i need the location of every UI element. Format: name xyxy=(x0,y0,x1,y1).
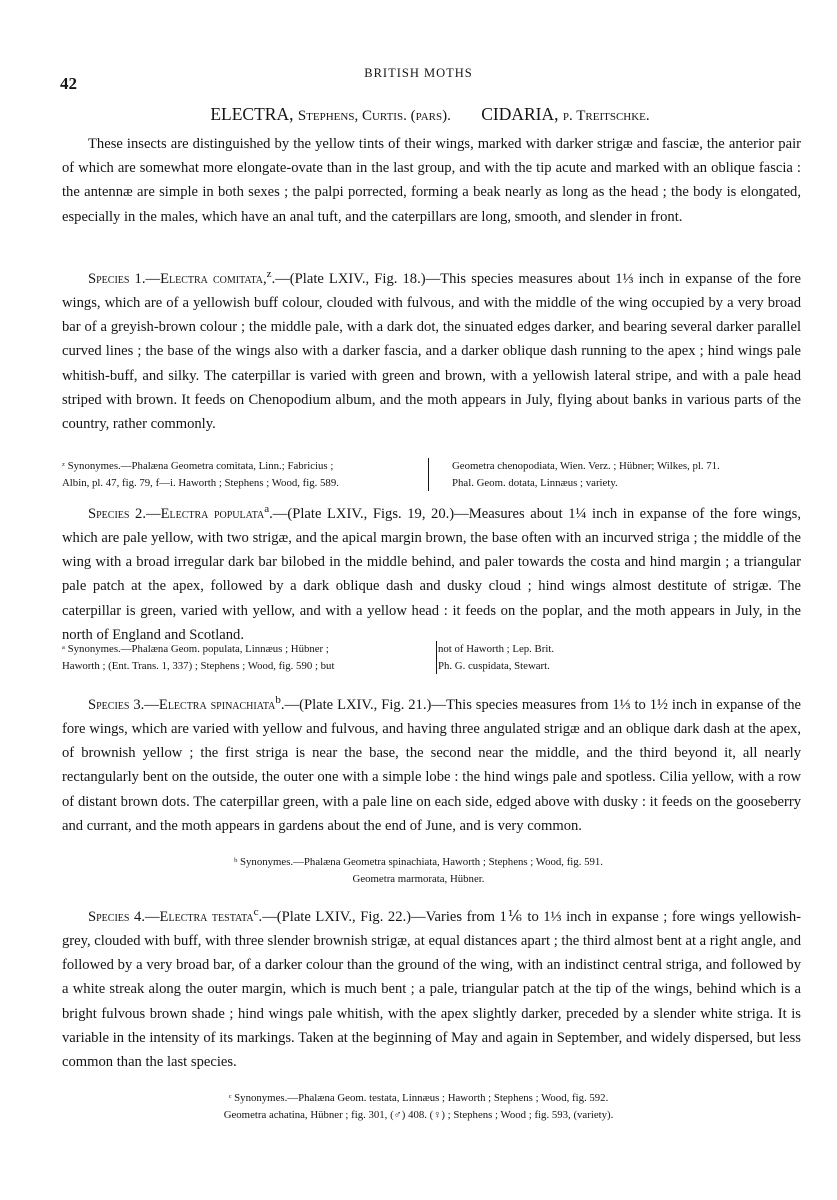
species-1-text: .—(Plate LXIV., Fig. 18.)—This species measures about 1⅓ inch in expanse of the fore wings, which are of a yellowish buff colour, clouded with fulvous, and with the middle of the wing occupied by a very broad bar of a greyish-brown colour ; the middle pale, with a dark dot, the sinuated edges darker, and bearing several darker parallel curved lines ; the base of the wings also with a darker fascia, and a darker oblique dash running to the apex ; hind wings pale whitish-buff, and silky. The caterpillar is varied with green and brown, with a yellowish lateral stripe, and with a pale head striped with brown. It feeds on Chenopodium album, and the moth appears in July, flying about banks in various parts of the country, rather commonly. xyxy=(62,270,801,433)
species-4-footnote xyxy=(0,1090,837,1124)
species-2-paragraph xyxy=(62,497,801,647)
species-3-paragraph xyxy=(62,688,801,838)
species-3-label: Species 3.—Electra spinachiata xyxy=(88,696,276,713)
genus-authorities: Stephens, Curtis. (pars). xyxy=(297,108,451,124)
footnote-line: Geometra achatina, Hübner ; fig. 301, (♂) 408. (♀) ; Stephens ; Wood ; fig. 593, (variety). xyxy=(223,1109,614,1121)
species-1-paragraph xyxy=(62,262,801,436)
species-1-footnote-left xyxy=(62,458,429,491)
footnote-line: Haworth ; (Ent. Trans. 1, 337) ; Stephens ; Wood, fig. 590 ; but xyxy=(62,659,335,672)
alt-genus-name: CIDARIA, xyxy=(481,104,559,124)
species-4-text: .—(Plate LXIV., Fig. 22.)—Varies from 1⅙ to 1⅓ inch in expanse ; fore wings yellowish-grey, clouded with buff, with three slender brownish strigæ, at equal distances apart ; the third almost bent at a right angle, and followed by a very broad bar, of a darker colour than the ground of the wing, with an indistinct central striga, and followed by a white streak along the outer margin, which is much bent ; a pale, triangular patch at the tip of the wings, behind which is a bright fulvous brown shade ; hind wings pale whitish, with the apex slightly darker, preceded by a slender white striga. It is variable in the intensity of its markings. Taken at the beginning of May and again in September, and widely dispersed, but less common than the last species. xyxy=(62,908,801,1071)
genus-heading xyxy=(60,104,800,125)
running-head: BRITISH MOTHS xyxy=(364,66,473,80)
species-1-footnote-mark: z xyxy=(266,268,272,280)
intro-paragraph: These insects are distinguished by the yellow tints of their wings, marked with darker strigæ and fasciæ, the anterior pair of which are somewhat more elongate-ovate than in the last group, and with the tip acute and marked with an oblique fascia : the antennæ are simple in both sexes ; the palpi porrected, forming a beak nearly as long as the head ; the body is elongated, especially in the males, which have an anal tuft, and the caterpillars are long, smooth, and slender in front. xyxy=(62,136,801,225)
alt-genus-authority: p. Treitschke. xyxy=(562,108,650,124)
footnote-line: Phal. Geom. dotata, Linnæus ; variety. xyxy=(452,476,618,489)
footnote-line: Geometra marmorata, Hübner. xyxy=(352,873,485,885)
species-4-footnote-mark: c xyxy=(253,906,259,918)
footnote-line: ᵇ Synonymes.—Phalæna Geometra spinachiata, Haworth ; Stephens ; Wood, fig. 591. xyxy=(233,856,603,868)
genus-name: ELECTRA, xyxy=(210,104,294,124)
footnote-line: Albin, pl. 47, fig. 79, f—i. Haworth ; Stephens ; Wood, fig. 589. xyxy=(62,476,339,489)
species-3-footnote-mark: b xyxy=(275,694,281,706)
footnote-line: not of Haworth ; Lep. Brit. xyxy=(438,643,555,655)
species-2-footnote-left xyxy=(62,641,437,674)
species-2-label: Species 2.—Electra populata xyxy=(88,505,265,522)
footnote-line: Geometra chenopodiata, Wien. Verz. ; Hübner; Wilkes, pl. 71. xyxy=(452,460,720,472)
species-2-footnote-right xyxy=(438,641,738,674)
species-1-label: Species 1.—Electra comitata, xyxy=(88,270,267,287)
species-2-text: .—(Plate LXIV., Figs. 19, 20.)—Measures about 1¼ inch in expanse of the fore wings, which are pale yellow, with two strigæ, and the apical margin brown, the base often with an incurved striga ; the middle of the wing with a broad irregular dark bar bilobed in the middle behind, and paler towards the costa and hind margin ; a triangular pale patch at the apex, followed by a dark oblique dash and dusky cloud ; hind wings almost destitute of strigæ. The caterpillar is green, varied with yellow, and with a yellow head : it feeds on the poplar, and the moth appears in July, in the north of England and Scotland. xyxy=(62,505,801,643)
footnote-line: Ph. G. cuspidata, Stewart. xyxy=(438,659,550,672)
species-4-paragraph xyxy=(62,900,801,1074)
footnote-line: ᶜ Synonymes.—Phalæna Geom. testata, Linnæus ; Haworth ; Stephens ; Wood, fig. 592. xyxy=(228,1092,609,1104)
species-2-footnote-mark: a xyxy=(264,503,270,515)
species-3-footnote xyxy=(0,854,837,888)
page-number: 42 xyxy=(60,74,77,93)
species-4-label: Species 4.—Electra testata xyxy=(88,908,254,925)
species-3-text: .—(Plate LXIV., Fig. 21.)—This species measures from 1⅓ to 1½ inch in expanse of the fore wings, which are varied with yellow and fulvous, and having three angulated strigæ and an oblique dark dash at the apex, of brownish yellow ; the first striga is near the base, the second near the middle, and the third beyond it, all nearly rectangularly bent on the outside, the outer one with a simple lobe : the hind wings pale and spotless. Cilia yellow, with a row of distant brown dots. The caterpillar green, with a pale line on each side, edged above with dusky : it feeds on the gooseberry and currant, and the moth appears in gardens about the end of June, and is very common. xyxy=(62,696,801,834)
footnote-line: ᵃ Synonymes.—Phalæna Geom. populata, Linnæus ; Hübner ; xyxy=(62,643,329,655)
species-1-footnote-right xyxy=(452,458,802,491)
footnote-line: ᶻ Synonymes.—Phalæna Geometra comitata, Linn.; Fabricius ; xyxy=(62,460,334,472)
